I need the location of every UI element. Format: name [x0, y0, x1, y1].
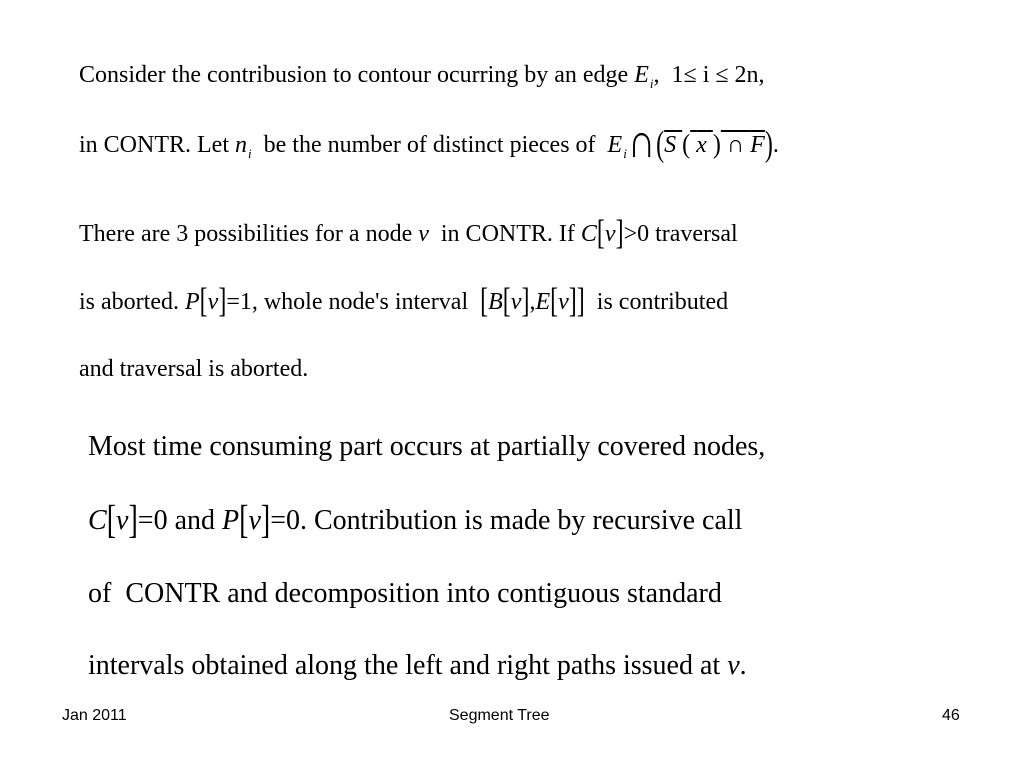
slide-text-line-3	[79, 215, 738, 253]
text-span: be the number of distinct pieces of	[263, 132, 596, 158]
bracket: [	[480, 283, 489, 321]
bracket: ]	[260, 497, 271, 543]
text-span: >0 traversal	[623, 221, 738, 247]
slide-text-line-1: Consider the contribusion to contour ocurring by an edge $E_i$, 1≤ i ≤ 2n,	[79, 62, 765, 91]
slide-text-line-7	[88, 497, 743, 543]
math-var: E	[634, 62, 649, 88]
math-subscript: i	[623, 146, 627, 161]
slide-text-line-2	[79, 117, 779, 169]
text-span: Consider the contribusion to contour ocurring by an edge	[79, 62, 629, 88]
text-span: =0 and	[137, 505, 215, 536]
bracket: ]	[128, 497, 138, 543]
math-var: x	[696, 132, 707, 158]
left-paren: (	[656, 125, 665, 165]
text-span: =1, whole node's interval	[226, 289, 469, 315]
bracket: ]	[568, 283, 577, 321]
slide-text-line-6	[88, 433, 765, 461]
text-span: .	[772, 132, 779, 158]
math-var: v	[116, 505, 129, 536]
math-var: B	[488, 289, 503, 315]
math-subscript: i	[649, 76, 654, 91]
text-span: ,	[529, 289, 536, 315]
math-var: S	[664, 132, 677, 158]
math-var: v	[727, 650, 740, 681]
bracket: ]	[615, 215, 624, 253]
text-span: =0. Contribution is made by recursive call	[270, 505, 743, 536]
footer-page-number: 46	[942, 707, 960, 724]
math-var: C	[580, 221, 597, 247]
text-span: is contributed	[596, 289, 729, 315]
slide-text-line-8	[88, 580, 722, 608]
paren: (	[682, 130, 691, 160]
math-var: v	[418, 221, 429, 247]
bracket: [	[550, 283, 559, 321]
math-var: v	[207, 289, 219, 315]
math-var: E	[607, 132, 623, 158]
math-var: P	[184, 289, 200, 315]
bracket: [	[199, 283, 208, 321]
math-subscript: i	[248, 146, 252, 161]
text-span: .	[739, 650, 747, 681]
paren: )	[712, 130, 721, 160]
math-var: n	[235, 132, 247, 158]
bracket: ]	[576, 283, 585, 321]
math-var: C	[88, 505, 107, 536]
slide-text-line-5	[79, 357, 308, 381]
bracket: [	[596, 215, 605, 253]
math-var: E	[535, 289, 551, 315]
text-span: intervals obtained along the left and right paths issued at	[88, 650, 721, 681]
bracket: [	[502, 283, 511, 321]
slide-text-line-9	[88, 652, 747, 680]
bracket: ]	[218, 283, 227, 321]
math-var: v	[248, 505, 261, 536]
bracket: [	[106, 497, 117, 543]
right-paren: )	[764, 125, 773, 165]
intersection-symbol: ∩	[627, 117, 656, 169]
footer-title: Segment Tree	[449, 707, 550, 724]
complement-group: S ( x ) ∩ F	[664, 130, 765, 160]
math-var: v	[558, 289, 569, 315]
text-span: and traversal is aborted.	[79, 356, 309, 382]
math-var: v	[510, 289, 522, 315]
math-range: 1≤ i ≤ 2n,	[671, 62, 765, 88]
text-span: Most time consuming part occurs at partially covered nodes,	[88, 431, 766, 462]
text-span: There are 3 possibilities for a node	[79, 221, 413, 247]
bracket: ]	[521, 283, 530, 321]
text-span: in CONTR. If	[440, 221, 575, 247]
footer-date: Jan 2011	[62, 707, 127, 724]
slide-text-line-4	[79, 283, 729, 321]
math-var: v	[604, 221, 616, 247]
text-span: is aborted.	[79, 289, 179, 315]
text-span: of CONTR and decomposition into contiguous standard	[88, 578, 722, 609]
math-var: P	[222, 505, 240, 536]
bracket: [	[239, 497, 249, 543]
text-span: in CONTR. Let	[79, 132, 229, 158]
math-var: F	[750, 132, 765, 158]
